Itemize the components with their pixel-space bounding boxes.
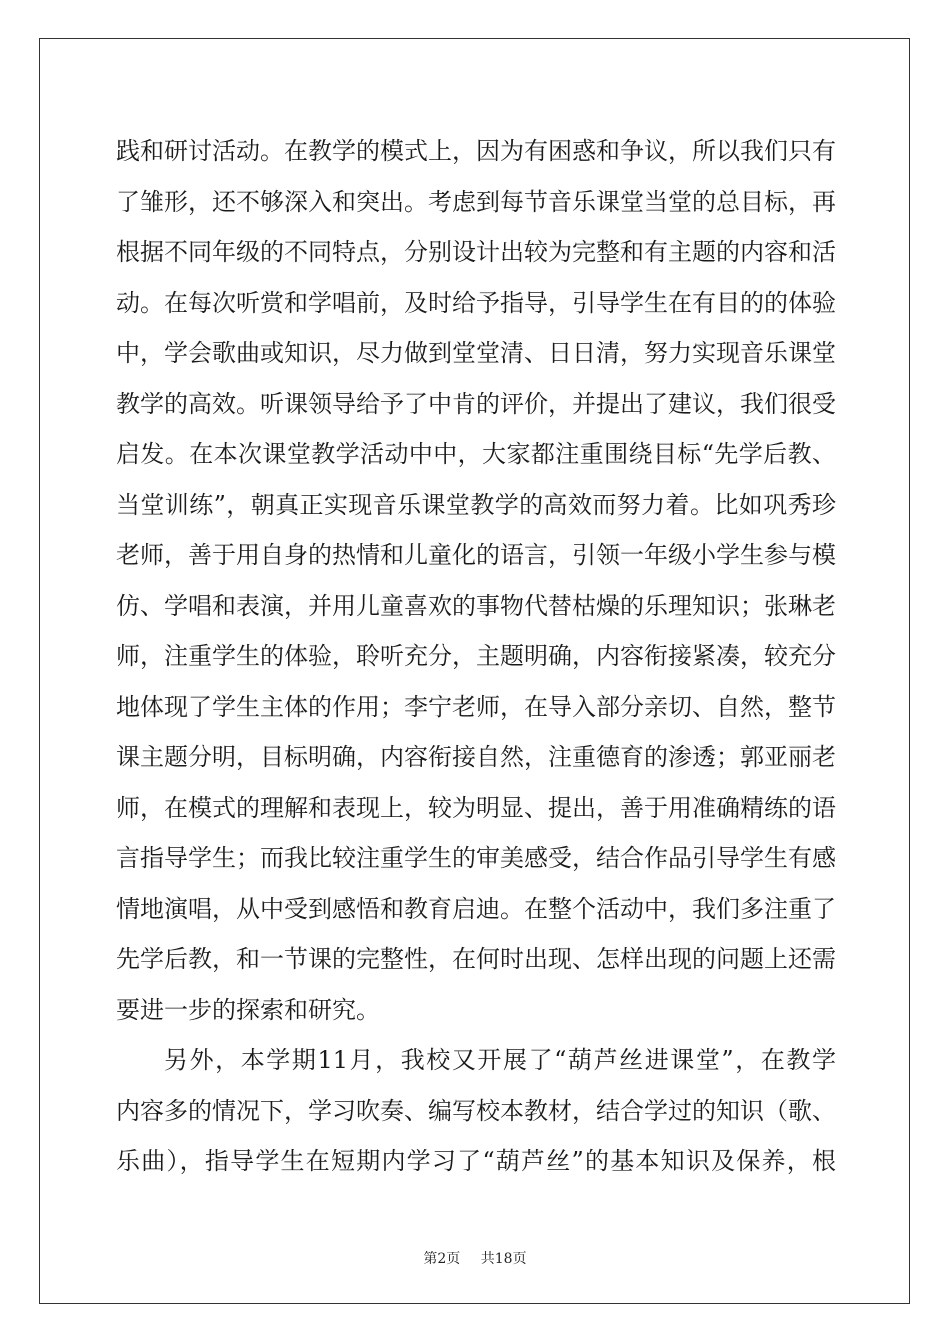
page-total: 共18页 bbox=[480, 1251, 527, 1267]
text-line: 师，注重学生的体验，聆听充分，主题明确，内容衔接紧凑，较充分 bbox=[116, 642, 836, 670]
text-line: 根据不同年级的不同特点，分别设计出较为完整和有主题的内容和活 bbox=[116, 238, 836, 266]
text-line: 了雏形，还不够深入和突出。考虑到每节音乐课堂当堂的总目标，再 bbox=[116, 187, 836, 216]
text-line: 启发。在本次课堂教学活动中中，大家都注重围绕目标“先学后教、 bbox=[116, 440, 836, 468]
text-line: 课主题分明，目标明确，内容衔接自然，注重德育的渗透；郭亚丽老 bbox=[116, 743, 836, 771]
paragraph-1 bbox=[116, 126, 836, 1035]
text-line: 动。在每次听赏和学唱前，及时给予指导，引导学生在有目的的体验 bbox=[116, 288, 836, 317]
text-line: 另外，本学期11月，我校又开展了“葫芦丝进课堂”，在教学 bbox=[164, 1046, 836, 1074]
text-line: 乐曲），指导学生在短期内学习了“葫芦丝”的基本知识及保养，根 bbox=[116, 1147, 836, 1175]
text-line: 老师，善于用自身的热情和儿童化的语言，引领一年级小学生参与模 bbox=[116, 541, 836, 569]
document-body bbox=[116, 126, 836, 1187]
text-line: 地体现了学生主体的作用；李宁老师，在导入部分亲切、自然，整节 bbox=[116, 692, 836, 721]
text-line: 情地演唱，从中受到感悟和教育启迪。在整个活动中，我们多注重了 bbox=[116, 894, 836, 923]
text-line: 内容多的情况下，学习吹奏、编写校本教材，结合学过的知识（歌、 bbox=[116, 1096, 836, 1125]
paragraph-2 bbox=[116, 1035, 836, 1187]
text-line: 中，学会歌曲或知识，尽力做到堂堂清、日日清，努力实现音乐课堂 bbox=[116, 339, 836, 367]
text-line: 师，在模式的理解和表现上，较为明显、提出，善于用准确精练的语 bbox=[116, 793, 836, 822]
text-line: 当堂训练”，朝真正实现音乐课堂教学的高效而努力着。比如巩秀珍 bbox=[116, 490, 836, 519]
text-line: 言指导学生；而我比较注重学生的审美感受，结合作品引导学生有感 bbox=[116, 844, 836, 872]
text-line: 仿、学唱和表演，并用儿童喜欢的事物代替枯燥的乐理知识；张琳老 bbox=[116, 591, 836, 620]
page-footer bbox=[0, 1248, 950, 1268]
text-line: 要进一步的探索和研究。 bbox=[116, 995, 380, 1024]
text-line: 践和研讨活动。在教学的模式上，因为有困惑和争议，所以我们只有 bbox=[116, 137, 836, 165]
text-line: 教学的高效。听课领导给予了中肯的评价，并提出了建议，我们很受 bbox=[116, 389, 836, 418]
text-line: 先学后教，和一节课的完整性，在何时出现、怎样出现的问题上还需 bbox=[116, 945, 836, 973]
page-number: 第2页 bbox=[423, 1251, 461, 1267]
